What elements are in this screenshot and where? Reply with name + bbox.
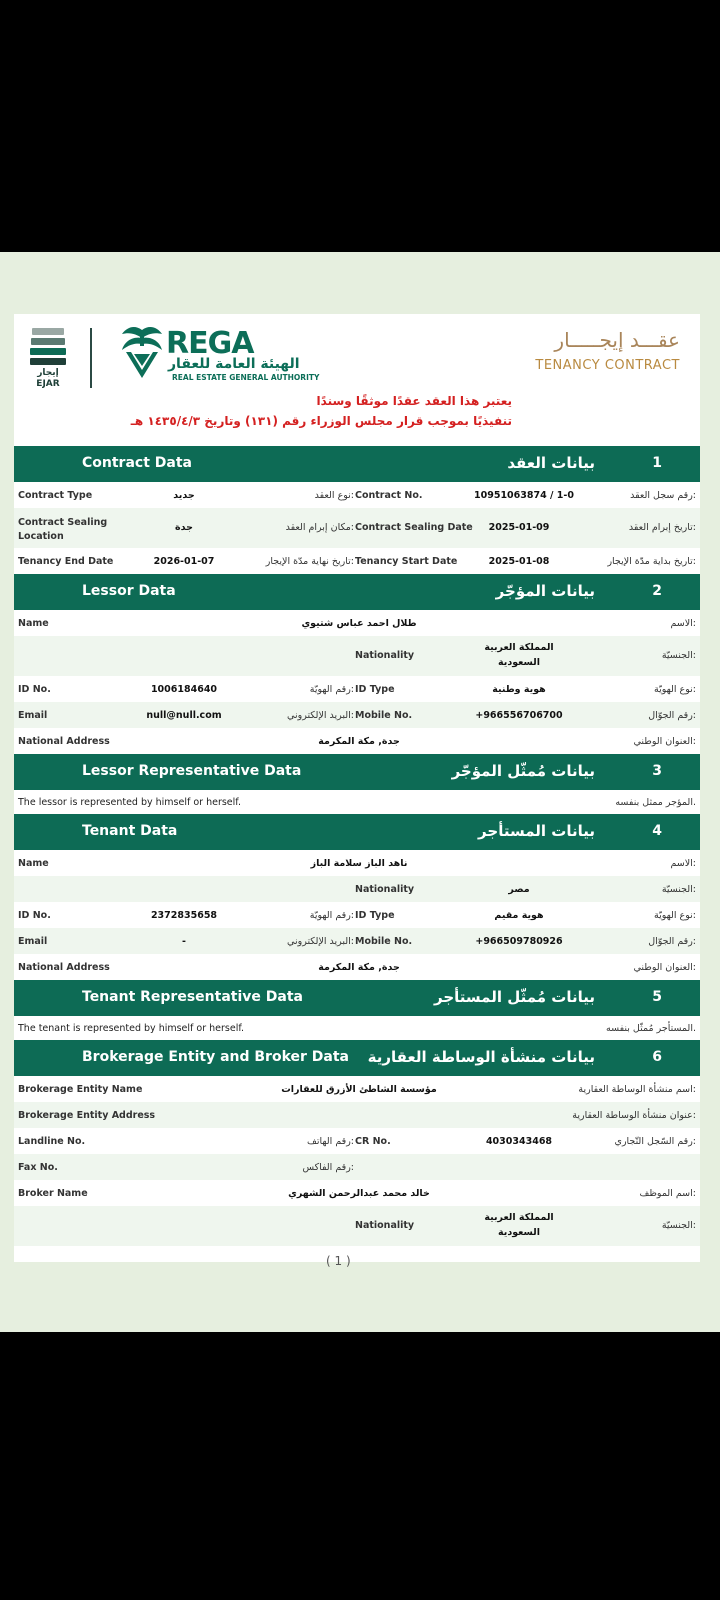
field-value: جدة, مكة المكرمة <box>318 736 400 747</box>
field-label: CR No. <box>355 1136 391 1147</box>
field-label-ar: العنوان الوطني: <box>633 962 696 973</box>
rep-note-en: The tenant is represented by himself or herself. <box>18 1023 245 1034</box>
field-label-ar: رقم الهويّة: <box>309 910 354 921</box>
section-tenant-data <box>14 814 700 850</box>
table-row <box>14 850 700 876</box>
field-label: Fax No. <box>18 1162 58 1173</box>
palm-icon <box>120 324 164 382</box>
ejar-ar-text: إيجار <box>37 368 59 378</box>
field-value: 2026-01-07 <box>153 556 215 567</box>
section-title-ar: بيانات المستأجر <box>478 822 595 840</box>
page-number: ( 1 ) <box>326 1254 351 1268</box>
section-title-en: Lessor Data <box>82 583 176 599</box>
field-value: - <box>182 936 186 947</box>
field-value: 10951063874 / 1-0 <box>474 490 574 501</box>
field-label: National Address <box>18 962 110 973</box>
field-value: السعودية <box>497 1227 540 1238</box>
field-label-ar: رقم الهاتف: <box>307 1136 354 1147</box>
field-label: Mobile No. <box>355 936 413 947</box>
field-label-ar: الجنسيّة: <box>661 884 696 895</box>
table-row <box>14 1154 700 1180</box>
field-label: Email <box>18 936 48 947</box>
field-label: ID Type <box>355 684 395 695</box>
table-row <box>14 1016 700 1040</box>
section-number: 4 <box>652 823 662 839</box>
field-label-ar: مكان إبرام العقد: <box>285 522 354 533</box>
field-label: Mobile No. <box>355 710 413 721</box>
field-label: Nationality <box>355 1220 415 1231</box>
ejar-logo <box>28 328 68 390</box>
contract-page <box>14 314 700 1262</box>
section-title-en: Tenant Data <box>82 823 178 839</box>
legal-line-2: تنفيذيًا بموجب قرار مجلس الوزراء رقم (١٣١) وتاريخ ١٤٣٥/٤/٣ هـ <box>130 414 512 428</box>
contract-title <box>535 328 680 373</box>
field-label: Email <box>18 710 48 721</box>
field-value: 2025-01-08 <box>488 556 550 567</box>
field-value: 2025-01-09 <box>488 522 550 533</box>
rega-logo <box>120 324 330 384</box>
table-row <box>14 1076 700 1102</box>
field-label-ar: الاسم: <box>670 858 696 869</box>
field-label: Contract Type <box>18 490 93 501</box>
field-label-ar: البريد الإلكتروني: <box>287 936 354 947</box>
section-title-ar: بيانات مُمثّل المؤجّر <box>451 762 595 780</box>
field-label-ar: تاريخ بداية مدّة الإيجار: <box>607 556 696 567</box>
field-label: Brokerage Entity Name <box>18 1084 143 1095</box>
section-title-en: Tenant Representative Data <box>82 989 303 1005</box>
rep-note-en: The lessor is represented by himself or herself. <box>18 797 241 808</box>
section-number: 3 <box>652 763 662 779</box>
field-label: Landline No. <box>18 1136 86 1147</box>
field-value: 4030343468 <box>485 1136 553 1147</box>
field-value: هوية وطنية <box>492 684 546 695</box>
field-label: Contract No. <box>355 490 423 501</box>
table-row <box>14 482 700 508</box>
field-value: المملكة العربية <box>484 642 554 653</box>
section-title-ar: بيانات العقد <box>507 454 595 472</box>
section-title-en: Contract Data <box>82 455 192 471</box>
table-row <box>14 728 700 754</box>
field-label-ar: الجنسيّة: <box>661 1220 696 1231</box>
section-lessor-rep <box>14 754 700 790</box>
table-row <box>14 508 700 548</box>
rega-arabic-name: الهيئة العامة للعقار <box>168 356 300 372</box>
rega-wordmark: REGA <box>166 326 254 361</box>
legal-line-1: يعتبر هذا العقد عقدًا موثقًا وسندًا <box>316 394 512 408</box>
title-en: TENANCY CONTRACT <box>535 358 680 373</box>
legal-notice <box>131 391 512 431</box>
field-label: Broker Name <box>18 1188 88 1199</box>
field-label-ar: نوع العقد: <box>314 490 354 501</box>
table-row <box>14 610 700 636</box>
field-label: ID Type <box>355 910 395 921</box>
field-label: Nationality <box>355 884 415 895</box>
field-value: جديد <box>173 490 195 501</box>
field-label-ar: رقم سجل العقد: <box>630 490 696 501</box>
field-label-ar: البريد الإلكتروني: <box>287 710 354 721</box>
field-value: 2372835658 <box>150 910 218 921</box>
field-label-ar: رقم الهويّة: <box>309 684 354 695</box>
table-row <box>14 1206 700 1246</box>
rep-note-ar: المؤجر ممثل بنفسه. <box>615 797 696 808</box>
field-label: Tenancy Start Date <box>355 556 458 567</box>
field-label: Name <box>18 618 49 629</box>
contract-header <box>14 314 700 446</box>
section-title-ar: بيانات المؤجّر <box>495 582 595 600</box>
field-label-ar: رقم الجوّال: <box>648 710 696 721</box>
table-row <box>14 1180 700 1206</box>
field-value: 1006184640 <box>150 684 218 695</box>
field-label-ar: رقم الفاكس: <box>302 1162 354 1173</box>
field-label-ar: تاريخ نهاية مدّة الإيجار: <box>265 556 354 567</box>
field-label: Contract Sealing Date <box>355 522 473 533</box>
field-label-ar: الجنسيّة: <box>661 650 696 661</box>
section-number: 6 <box>652 1049 662 1065</box>
table-row <box>14 928 700 954</box>
field-label-ar: رقم الجوّال: <box>648 936 696 947</box>
section-contract-data <box>14 446 700 482</box>
field-label: Brokerage Entity Address <box>18 1110 156 1121</box>
field-value: مصر <box>508 884 530 895</box>
field-value: طلال احمد عباس شتيوي <box>301 618 417 629</box>
table-row <box>14 702 700 728</box>
field-label-ar: نوع الهويّة: <box>653 910 696 921</box>
section-title-ar: بيانات مُمثّل المستأجر <box>433 988 595 1006</box>
field-label-ar: اسم الموظف: <box>639 1188 696 1199</box>
section-title-en: Brokerage Entity and Broker Data <box>82 1049 349 1065</box>
field-value: +966556706700 <box>475 710 563 721</box>
section-lessor-data <box>14 574 700 610</box>
table-row <box>14 902 700 928</box>
field-label: National Address <box>18 736 110 747</box>
field-label-ar: الاسم: <box>670 618 696 629</box>
field-value: ناهد الباز سلامة الباز <box>310 858 408 869</box>
field-label: ID No. <box>18 684 51 695</box>
field-value: هوية مقيم <box>494 910 544 921</box>
field-label-ar: تاريخ إبرام العقد: <box>628 522 696 533</box>
field-value: السعودية <box>497 657 540 668</box>
section-title-en: Lessor Representative Data <box>82 763 302 779</box>
logo-divider <box>90 328 92 388</box>
field-label-ar: اسم منشأة الوساطة العقارية: <box>578 1084 696 1095</box>
field-value: +966509780926 <box>475 936 563 947</box>
table-row <box>14 636 700 676</box>
table-row <box>14 790 700 814</box>
section-tenant-rep <box>14 980 700 1016</box>
table-row <box>14 548 700 574</box>
table-row <box>14 876 700 902</box>
section-number: 5 <box>652 989 662 1005</box>
field-value: خالد محمد عبدالرحمن الشهري <box>288 1188 430 1199</box>
field-value: المملكة العربية <box>484 1212 554 1223</box>
rega-english-name: REAL ESTATE GENERAL AUTHORITY <box>172 373 320 382</box>
table-row <box>14 954 700 980</box>
rep-note-ar: المستأجر مُمثّل بنفسه. <box>606 1023 696 1034</box>
title-ar: عقـــد إيجـــــار <box>554 328 680 352</box>
section-title-ar: بيانات منشأة الوساطة العقارية <box>367 1048 595 1066</box>
section-brokerage <box>14 1040 700 1076</box>
field-label-ar: رقم السّجل التّجاري: <box>614 1136 696 1147</box>
section-number: 2 <box>652 583 662 599</box>
field-label-ar: عنوان منشأة الوساطة العقارية: <box>572 1110 696 1121</box>
field-label: Contract Sealing Location <box>18 517 108 542</box>
table-row <box>14 1102 700 1128</box>
table-row <box>14 1128 700 1154</box>
field-label-ar: العنوان الوطني: <box>633 736 696 747</box>
field-value: جدة <box>175 522 193 533</box>
table-row <box>14 676 700 702</box>
field-value: جدة, مكة المكرمة <box>318 962 400 973</box>
field-label: Name <box>18 858 49 869</box>
field-value: مؤسسة الشاطئ الأزرق للعقارات <box>281 1084 437 1095</box>
field-label-ar: نوع الهويّة: <box>653 684 696 695</box>
field-label: Tenancy End Date <box>18 556 114 567</box>
section-number: 1 <box>652 455 662 471</box>
field-label: Nationality <box>355 650 415 661</box>
field-label: ID No. <box>18 910 51 921</box>
ejar-en-text: EJAR <box>36 379 60 389</box>
field-value: null@null.com <box>146 710 222 721</box>
